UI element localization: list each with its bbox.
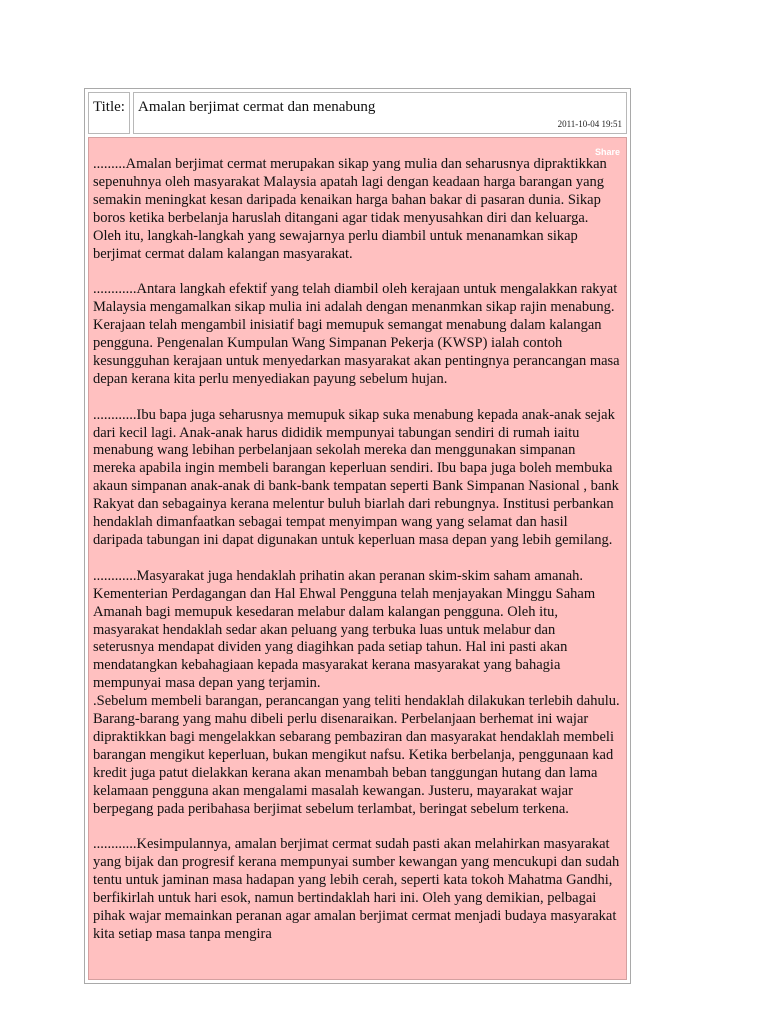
post-header bbox=[88, 92, 627, 134]
post-timestamp: 2011-10-04 19:51 bbox=[557, 119, 622, 129]
post-frame bbox=[84, 88, 631, 984]
title-box bbox=[133, 92, 627, 134]
paragraph-unit-trust: ............Masyarakat juga hendaklah prihatin akan peranan skim-skim saham amanah. Kementerian Perdagangan dan Hal Ehwal Pengguna telah menjayakan Minggu Saham Amanah bagi memupuk kesedaran melabur dalam kalangan pengguna. Oleh itu, masyarakat hendaklah sedar akan peluang yang terbuka luas untuk melabur dan seterusnya mendapat dividen yang diagihkan pada setiap tahun. Hal ini pasti akan mendatangkan kebahagiaan kepada masyarakat kerana masyarakat yang bahagia mempunyai masa depan yang terjamin. bbox=[93, 567, 596, 692]
paragraph-parents: ............Ibu bapa juga seharusnya memupuk sikap suka menabung kepada anak-anak sejak dari kecil lagi. Anak-anak harus dididik mempunyai tabungan sendiri di rumah iaitu menabung wang lebihan perbelanjaan sekolah mereka dan menggunakan simpanan mereka apabila ingin membeli barangan keperluan sendiri. Ibu bapa juga boleh membuka akaun simpanan anak-anak di bank-bank tempatan seperti Bank Simpanan Nasional , bank Rakyat dan sebagainya kerana melentur buluh biarlah dari rebungnya. Institusi perbankan hendaklah dimanfaatkan sebagai tempat menyimpan wang yang selamat dan hasil daripada tabungan ini dapat digunakan untuk keperluan masa depan yang lebih gemilang. bbox=[93, 406, 619, 548]
post-title: Amalan berjimat cermat dan menabung bbox=[138, 99, 376, 115]
share-button[interactable]: Share bbox=[594, 147, 620, 157]
post-body bbox=[88, 137, 627, 980]
paragraph-government: ............Antara langkah efektif yang telah diambil oleh kerajaan untuk mengalakkan rakyat Malaysia mengamalkan sikap mulia ini adalah dengan menanmkan sikap rajin menabung. Kerajaan telah mengambil inisiatif bagi memupuk semangat menabung dalam kalangan pengguna. Pengenalan Kumpulan Wang Simpanan Pekerja (KWSP) ialah contoh kesungguhan kerajaan untuk menyedarkan masyarakat akan pentingnya perancangan masa depan kerana kita perlu menyediakan payung sebelum hujan. bbox=[93, 281, 620, 387]
paragraph-intro: .........Amalan berjimat cermat merupakan sikap yang mulia dan seharusnya dipraktikkan sepenuhnya oleh masyarakat Malaysia apatah lagi dengan keadaan harga barangan yang semakin meningkat kesan daripada kenaikan harga bahan bakar di pasaran dunia. Sikap boros ketika berbelanja haruslah ditangani agar tidak menyusahkan diri dan keluarga. Oleh itu, langkah-langkah yang sewajarnya perlu diambil untuk menanamkan sikap berjimat cermat dalam kalangan masyarakat. bbox=[93, 156, 607, 262]
paragraph-planning: .Sebelum membeli barangan, perancangan yang teliti hendaklah dilakukan terlebih dahulu. Barang-barang yang mahu dibeli perlu disenaraikan. Perbelanjaan berhemat ini wajar dipraktikkan bagi mengelakkan sebarang pembaziran dan masyarakat hendaklah membeli barangan mengikut keperluan, bukan mengikut nafsu. Ketika berbelanja, penggunaan kad kredit juga patut dielakkan kerana akan menambah beban tanggungan hutang dan lama kelamaan pengguna akan mengalami masalah kewangan. Justeru, mayarakat wajar berpegang pada peribahasa berjimat sebelum terlambat, beringat sebelum terkena. bbox=[93, 693, 620, 817]
title-label: Title: bbox=[88, 92, 130, 134]
paragraph-conclusion: ............Kesimpulannya, amalan berjimat cermat sudah pasti akan melahirkan masyarakat yang bijak dan progresif kerana mempunyai sumber kewangan yang mencukupi dan sudah tentu untuk jaminan masa hadapan yang lebih cerah, seperti kata tokoh Mahatma Gandhi, berfikirlah untuk hari esok, namun bertindaklah hari ini. Oleh yang demikian, pelbagai pihak wajar memainkan peranan agar amalan berjimat cermat menjadi budaya masyarakat kita setiap masa tanpa mengira bbox=[93, 836, 620, 942]
